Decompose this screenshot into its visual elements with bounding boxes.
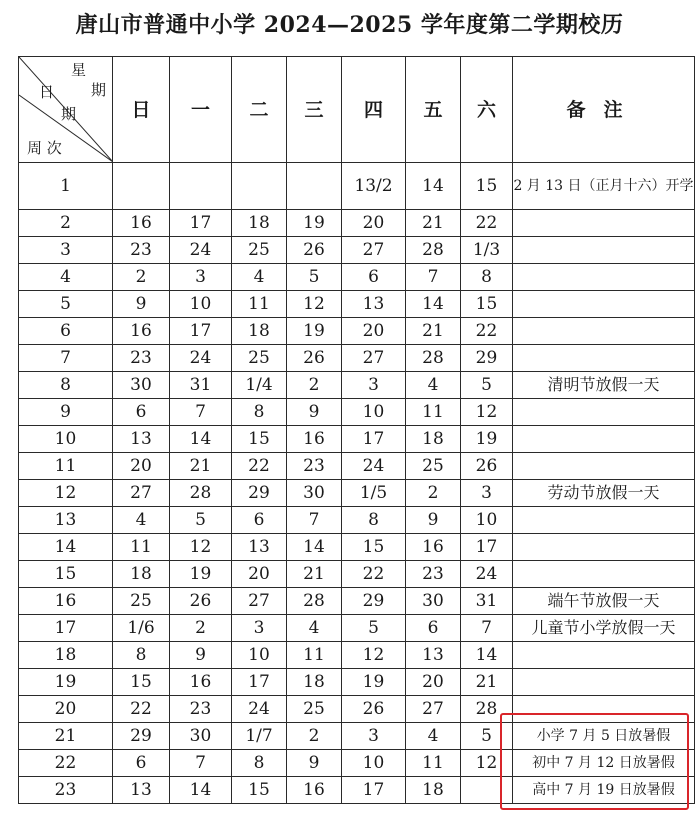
date-cell (461, 777, 513, 804)
date-cell: 27 (406, 696, 461, 723)
date-cell (287, 163, 342, 210)
table-row (19, 345, 695, 372)
date-cell: 16 (406, 534, 461, 561)
remark-cell (513, 669, 695, 696)
date-cell: 19 (170, 561, 232, 588)
date-cell: 23 (406, 561, 461, 588)
table-row (19, 237, 695, 264)
date-cell: 19 (461, 426, 513, 453)
date-cell: 23 (170, 696, 232, 723)
week-number-cell: 10 (19, 426, 113, 453)
date-cell: 7 (170, 750, 232, 777)
table-row (19, 318, 695, 345)
date-cell: 30 (406, 588, 461, 615)
date-cell: 12 (461, 399, 513, 426)
date-cell: 14 (406, 291, 461, 318)
date-cell: 22 (461, 210, 513, 237)
calendar-body (19, 163, 695, 804)
date-cell: 15 (113, 669, 170, 696)
header-day-fri: 五 (406, 57, 461, 163)
date-cell: 15 (461, 163, 513, 210)
table-row (19, 453, 695, 480)
week-number-cell: 7 (19, 345, 113, 372)
date-cell: 17 (170, 318, 232, 345)
date-cell: 27 (232, 588, 287, 615)
remark-cell: 小学 7 月 5 日放暑假 (513, 723, 695, 750)
remark-cell: 儿童节小学放假一天 (513, 615, 695, 642)
date-cell: 18 (232, 210, 287, 237)
remark-cell (513, 534, 695, 561)
date-cell: 3 (461, 480, 513, 507)
week-number-cell: 14 (19, 534, 113, 561)
header-day-mon: 一 (170, 57, 232, 163)
date-cell: 24 (461, 561, 513, 588)
corner-header-cell (19, 57, 113, 163)
date-cell: 4 (232, 264, 287, 291)
header-day-sat: 六 (461, 57, 513, 163)
date-cell: 2 (287, 372, 342, 399)
week-number-cell: 18 (19, 642, 113, 669)
header-row (19, 57, 695, 163)
table-row (19, 480, 695, 507)
header-day-sun: 日 (113, 57, 170, 163)
week-number-cell: 3 (19, 237, 113, 264)
week-number-cell: 6 (19, 318, 113, 345)
date-cell: 31 (461, 588, 513, 615)
week-number-cell: 12 (19, 480, 113, 507)
date-cell: 18 (232, 318, 287, 345)
week-number-cell: 16 (19, 588, 113, 615)
table-row (19, 163, 695, 210)
date-cell: 27 (342, 237, 406, 264)
date-cell: 2 (406, 480, 461, 507)
remark-cell (513, 291, 695, 318)
date-cell: 8 (342, 507, 406, 534)
date-cell: 9 (113, 291, 170, 318)
date-cell: 21 (461, 669, 513, 696)
date-cell: 5 (461, 372, 513, 399)
remark-cell (513, 264, 695, 291)
date-cell: 18 (287, 669, 342, 696)
date-cell: 28 (170, 480, 232, 507)
date-cell: 8 (113, 642, 170, 669)
date-cell: 4 (406, 372, 461, 399)
date-cell: 13/2 (342, 163, 406, 210)
corner-label-xing: 星 (71, 61, 87, 79)
remark-cell (513, 237, 695, 264)
date-cell: 20 (342, 318, 406, 345)
date-cell: 19 (287, 210, 342, 237)
date-cell: 15 (232, 777, 287, 804)
date-cell: 15 (461, 291, 513, 318)
remark-cell: 2 月 13 日（正月十六）开学 (513, 163, 695, 210)
date-cell: 22 (113, 696, 170, 723)
date-cell: 25 (287, 696, 342, 723)
date-cell: 12 (170, 534, 232, 561)
remark-cell (513, 318, 695, 345)
date-cell: 4 (287, 615, 342, 642)
date-cell: 18 (406, 426, 461, 453)
date-cell: 18 (113, 561, 170, 588)
table-row (19, 615, 695, 642)
date-cell: 4 (406, 723, 461, 750)
remark-cell: 高中 7 月 19 日放暑假 (513, 777, 695, 804)
week-number-cell: 19 (19, 669, 113, 696)
remark-cell (513, 426, 695, 453)
date-cell: 29 (461, 345, 513, 372)
table-row (19, 777, 695, 804)
date-cell: 24 (342, 453, 406, 480)
week-number-cell: 1 (19, 163, 113, 210)
date-cell: 30 (287, 480, 342, 507)
date-cell (232, 163, 287, 210)
header-remarks: 备注 (513, 57, 695, 163)
date-cell: 11 (232, 291, 287, 318)
date-cell: 14 (170, 777, 232, 804)
school-calendar-table (18, 56, 695, 804)
date-cell: 14 (461, 642, 513, 669)
remark-cell: 劳动节放假一天 (513, 480, 695, 507)
date-cell: 26 (170, 588, 232, 615)
date-cell: 13 (406, 642, 461, 669)
date-cell: 26 (342, 696, 406, 723)
date-cell: 6 (113, 750, 170, 777)
date-cell: 6 (232, 507, 287, 534)
date-cell: 10 (342, 750, 406, 777)
remark-cell (513, 453, 695, 480)
date-cell: 12 (287, 291, 342, 318)
date-cell: 21 (406, 318, 461, 345)
date-cell: 6 (406, 615, 461, 642)
date-cell: 30 (170, 723, 232, 750)
date-cell: 9 (406, 507, 461, 534)
date-cell: 14 (287, 534, 342, 561)
date-cell: 16 (287, 777, 342, 804)
date-cell: 11 (406, 750, 461, 777)
date-cell: 5 (287, 264, 342, 291)
date-cell: 4 (113, 507, 170, 534)
table-row (19, 669, 695, 696)
date-cell: 22 (342, 561, 406, 588)
table-row (19, 210, 695, 237)
date-cell: 28 (461, 696, 513, 723)
date-cell: 1/5 (342, 480, 406, 507)
date-cell: 1/4 (232, 372, 287, 399)
remark-cell (513, 561, 695, 588)
week-number-cell: 2 (19, 210, 113, 237)
date-cell: 5 (342, 615, 406, 642)
date-cell: 20 (406, 669, 461, 696)
date-cell: 2 (170, 615, 232, 642)
date-cell: 23 (287, 453, 342, 480)
date-cell: 6 (113, 399, 170, 426)
week-number-cell: 5 (19, 291, 113, 318)
date-cell: 3 (170, 264, 232, 291)
date-cell: 11 (287, 642, 342, 669)
date-cell: 28 (406, 237, 461, 264)
date-cell: 8 (232, 399, 287, 426)
date-cell: 27 (113, 480, 170, 507)
date-cell: 25 (232, 345, 287, 372)
date-cell: 9 (287, 750, 342, 777)
date-cell: 20 (232, 561, 287, 588)
remark-cell: 端午节放假一天 (513, 588, 695, 615)
table-row (19, 642, 695, 669)
date-cell: 16 (113, 318, 170, 345)
date-cell: 1/3 (461, 237, 513, 264)
corner-label-qi: 期 (91, 81, 107, 99)
week-number-cell: 9 (19, 399, 113, 426)
date-cell: 26 (287, 345, 342, 372)
date-cell (170, 163, 232, 210)
date-cell: 11 (406, 399, 461, 426)
date-cell: 17 (170, 210, 232, 237)
table-row (19, 264, 695, 291)
date-cell: 1/7 (232, 723, 287, 750)
week-number-cell: 15 (19, 561, 113, 588)
date-cell: 25 (232, 237, 287, 264)
header-day-wed: 三 (287, 57, 342, 163)
remark-cell: 初中 7 月 12 日放暑假 (513, 750, 695, 777)
date-cell: 23 (113, 345, 170, 372)
corner-label-ri: 日 (39, 83, 55, 101)
week-number-cell: 13 (19, 507, 113, 534)
date-cell: 29 (113, 723, 170, 750)
week-number-cell: 21 (19, 723, 113, 750)
date-cell: 28 (287, 588, 342, 615)
date-cell: 2 (287, 723, 342, 750)
date-cell: 24 (170, 237, 232, 264)
date-cell: 1/6 (113, 615, 170, 642)
corner-label-zhouci: 周 次 (27, 139, 62, 157)
table-row (19, 723, 695, 750)
remark-cell (513, 642, 695, 669)
date-cell: 12 (461, 750, 513, 777)
remark-cell (513, 210, 695, 237)
table-row (19, 291, 695, 318)
date-cell: 3 (232, 615, 287, 642)
date-cell: 15 (342, 534, 406, 561)
table-row (19, 399, 695, 426)
date-cell: 31 (170, 372, 232, 399)
table-row (19, 372, 695, 399)
date-cell: 7 (406, 264, 461, 291)
date-cell: 6 (342, 264, 406, 291)
date-cell: 22 (461, 318, 513, 345)
date-cell: 10 (232, 642, 287, 669)
date-cell: 13 (113, 426, 170, 453)
date-cell: 21 (287, 561, 342, 588)
week-number-cell: 4 (19, 264, 113, 291)
date-cell: 7 (170, 399, 232, 426)
date-cell: 8 (461, 264, 513, 291)
date-cell: 21 (170, 453, 232, 480)
date-cell: 17 (461, 534, 513, 561)
date-cell: 5 (461, 723, 513, 750)
date-cell: 8 (232, 750, 287, 777)
date-cell: 13 (113, 777, 170, 804)
date-cell: 21 (406, 210, 461, 237)
table-row (19, 534, 695, 561)
date-cell: 18 (406, 777, 461, 804)
header-day-tue: 二 (232, 57, 287, 163)
date-cell (113, 163, 170, 210)
date-cell: 30 (113, 372, 170, 399)
date-cell: 12 (342, 642, 406, 669)
table-row (19, 588, 695, 615)
week-number-cell: 23 (19, 777, 113, 804)
date-cell: 10 (342, 399, 406, 426)
date-cell: 13 (342, 291, 406, 318)
date-cell: 19 (287, 318, 342, 345)
table-row (19, 561, 695, 588)
page-title: 唐山市普通中小学 2024—2025 学年度第二学期校历 (75, 12, 624, 38)
date-cell: 26 (287, 237, 342, 264)
date-cell: 27 (342, 345, 406, 372)
date-cell: 10 (461, 507, 513, 534)
date-cell: 2 (113, 264, 170, 291)
remark-cell (513, 345, 695, 372)
date-cell: 20 (113, 453, 170, 480)
date-cell: 17 (342, 426, 406, 453)
remark-cell (513, 696, 695, 723)
date-cell: 15 (232, 426, 287, 453)
date-cell: 24 (232, 696, 287, 723)
date-cell: 17 (232, 669, 287, 696)
date-cell: 17 (342, 777, 406, 804)
date-cell: 25 (113, 588, 170, 615)
date-cell: 20 (342, 210, 406, 237)
date-cell: 28 (406, 345, 461, 372)
week-number-cell: 17 (19, 615, 113, 642)
date-cell: 11 (113, 534, 170, 561)
date-cell: 29 (342, 588, 406, 615)
date-cell: 26 (461, 453, 513, 480)
date-cell: 9 (287, 399, 342, 426)
date-cell: 24 (170, 345, 232, 372)
date-cell: 10 (170, 291, 232, 318)
date-cell: 25 (406, 453, 461, 480)
table-row (19, 696, 695, 723)
date-cell: 3 (342, 372, 406, 399)
remark-cell: 清明节放假一天 (513, 372, 695, 399)
date-cell: 14 (406, 163, 461, 210)
date-cell: 13 (232, 534, 287, 561)
table-row (19, 750, 695, 777)
date-cell: 16 (170, 669, 232, 696)
date-cell: 9 (170, 642, 232, 669)
remark-cell (513, 399, 695, 426)
date-cell: 5 (170, 507, 232, 534)
header-day-thu: 四 (342, 57, 406, 163)
date-cell: 7 (461, 615, 513, 642)
week-number-cell: 20 (19, 696, 113, 723)
date-cell: 14 (170, 426, 232, 453)
table-row (19, 426, 695, 453)
date-cell: 16 (113, 210, 170, 237)
date-cell: 22 (232, 453, 287, 480)
corner-label-qi2: 期 (61, 105, 77, 123)
week-number-cell: 8 (19, 372, 113, 399)
date-cell: 29 (232, 480, 287, 507)
week-number-cell: 22 (19, 750, 113, 777)
date-cell: 3 (342, 723, 406, 750)
date-cell: 19 (342, 669, 406, 696)
table-row (19, 507, 695, 534)
date-cell: 16 (287, 426, 342, 453)
date-cell: 23 (113, 237, 170, 264)
week-number-cell: 11 (19, 453, 113, 480)
remark-cell (513, 507, 695, 534)
date-cell: 7 (287, 507, 342, 534)
